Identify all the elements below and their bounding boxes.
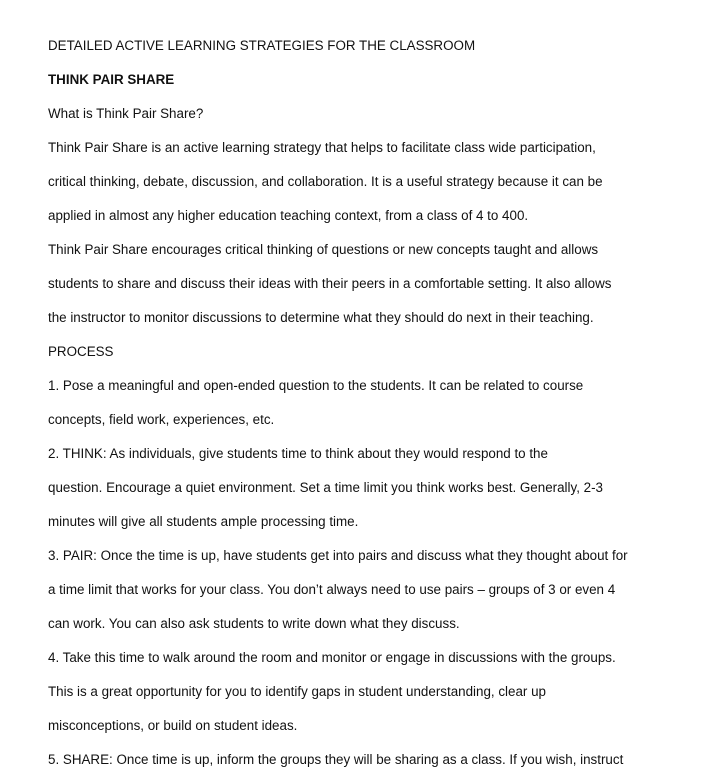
step-line: 2. THINK: As individuals, give students time to think about they would respond to the [48, 446, 548, 461]
step-line: concepts, field work, experiences, etc. [48, 412, 275, 427]
step-line: can work. You can also ask students to write down what they discuss. [48, 616, 460, 631]
step-line: question. Encourage a quiet environment. Set a time limit you think works best. Generally, 2-3 [48, 480, 603, 495]
step-line: 1. Pose a meaningful and open-ended question to the students. It can be related to course [48, 378, 584, 393]
paragraph-line: the instructor to monitor discussions to determine what they should do next in their teaching. [48, 310, 594, 325]
paragraph-line: applied in almost any higher education teaching context, from a class of 4 to 400. [48, 208, 529, 223]
step-line: 3. PAIR: Once the time is up, have students get into pairs and discuss what they thought about for [48, 548, 628, 563]
document-title: DETAILED ACTIVE LEARNING STRATEGIES FOR THE CLASSROOM [48, 38, 476, 53]
paragraph-line: students to share and discuss their ideas with their peers in a comfortable setting. It also allows [48, 276, 612, 291]
step-line: 4. Take this time to walk around the room and monitor or engage in discussions with the groups. [48, 650, 616, 665]
question-line: What is Think Pair Share? [48, 106, 204, 121]
step-line: minutes will give all students ample processing time. [48, 514, 359, 529]
section-heading: THINK PAIR SHARE [48, 72, 175, 87]
document-page [48, 29, 668, 777]
paragraph-line: critical thinking, debate, discussion, and collaboration. It is a useful strategy because it can be [48, 174, 603, 189]
step-line: This is a great opportunity for you to identify gaps in student understanding, clear up [48, 684, 546, 699]
paragraph-line: Think Pair Share encourages critical thinking of questions or new concepts taught and allows [48, 242, 599, 257]
step-line: misconceptions, or build on student ideas. [48, 718, 298, 733]
step-line: 5. SHARE: Once time is up, inform the groups they will be sharing as a class. If you wish, instruct [48, 752, 624, 767]
step-line: a time limit that works for your class. You don’t always need to use pairs – groups of 3 or even 4 [48, 582, 616, 597]
process-heading: PROCESS [48, 344, 114, 359]
paragraph-line: Think Pair Share is an active learning strategy that helps to facilitate class wide participation, [48, 140, 596, 155]
